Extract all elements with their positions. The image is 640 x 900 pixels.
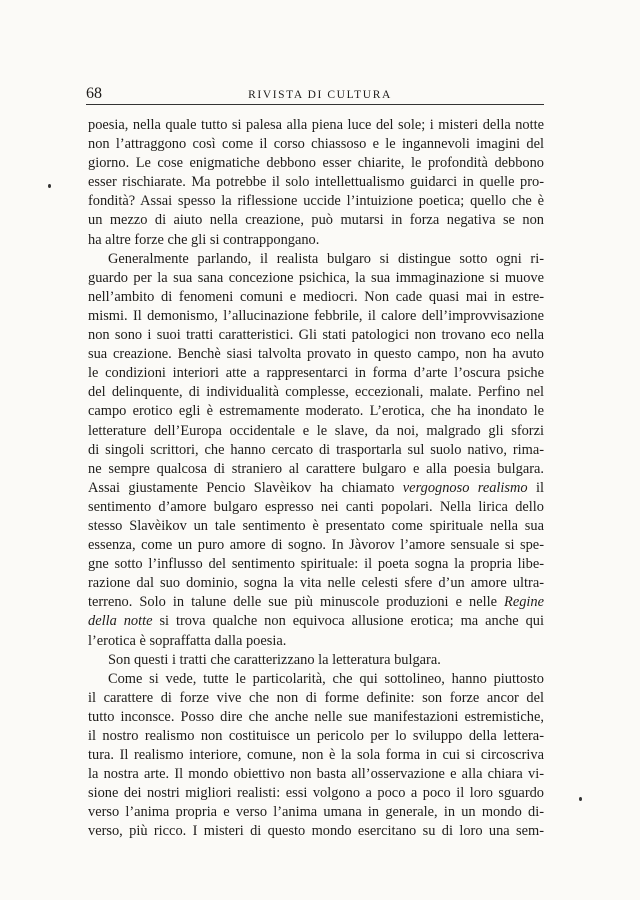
text-line: il nostro realismo non costituisce un pericolo per lo sviluppo della lettera- (88, 728, 544, 744)
text-line: guardo per la sua sana concezione psichica, la sua immaginazione si muove (88, 269, 544, 286)
text-line: gne sotto l’influsso del sentimento spirituale: il poeta sogna la propria libe- (88, 556, 544, 573)
text-line: verso, più ricco. I misteri di questo mondo esercitano su di loro una sem- (88, 823, 544, 840)
text-line: tutto inconsce. Posso dire che anche nelle sue manifestazioni estremistiche, (88, 708, 544, 725)
text-line: ne sempre qualcosa di straniero al carattere bulgaro e alla poesia bulgara. (88, 460, 544, 477)
text-line: poesia, nella quale tutto si palesa alla piena luce del sole; i misteri della notte (88, 117, 544, 133)
text-line: essenza, come un puro amore di sogno. In Jàvorov l’amore sensuale si spe- (88, 537, 544, 554)
text-line: non sono i suoi tratti caratteristici. Gli stati patologici non trovano eco nella (88, 327, 544, 344)
text-line: fondità? Assai spesso la riflessione uccide l’intuizione poetica; quello che è (88, 193, 544, 210)
text-line: di singoli scrittori, che hanno cercato di trasportarla sul suolo nativo, rima- (88, 441, 544, 458)
text-line: razione dal suo dominio, sogna la vita nelle celesti sfere d’un amore ultra- (88, 575, 544, 592)
text-line: sentimento d’amore bulgaro espresso nei canti popolari. Nella lirica dello (88, 498, 544, 515)
text-line: Son questi i tratti che caratterizzano la letteratura bulgara. (108, 651, 441, 668)
text-line: ha altre forze che gli si contrappongano. (88, 231, 320, 248)
text-line: esser rischiarate. Ma potrebbe il solo intellettualismo guidarci in quelle pro- (88, 174, 544, 191)
text-line: il carattere di forze vive che non di forme definite: son forze ancor del (88, 689, 544, 706)
margin-mark (579, 797, 582, 801)
text-line: mismi. Il demonismo, l’allucinazione febbrile, il calore dell’improvvisazione (88, 307, 544, 324)
text-line: terreno. Solo in talune delle sue più minuscole produzioni e nelle Regine (88, 594, 544, 611)
text-line: le condizioni interiori atte a rappresentarci in forma d’arte l’oscura psiche (88, 365, 544, 382)
text-line: nell’ambito di fenomeni comuni e mediocri. Non cade quasi mai in estre- (88, 288, 544, 305)
text-line: stesso Slavèikov un tale sentimento è presentato come spirituale nella sua (88, 517, 544, 534)
text-line: Assai giustamente Pencio Slavèikov ha chiamato vergognoso realismo il (88, 479, 544, 496)
text-line: Come si vede, tutte le particolarità, che qui sottolineo, hanno piuttosto (108, 670, 544, 687)
text-line: del delinquente, di individualità complesse, eccezionali, malate. Perfino nel (88, 384, 544, 401)
margin-mark (48, 184, 51, 188)
text-line: verso l’anima propria e verso l’anima umana in generale, in un mondo di- (88, 804, 544, 821)
text-line: l’erotica è sopraffatta dalla poesia. (88, 632, 287, 649)
header-rule (86, 104, 544, 105)
text-line: sua creazione. Benchè siasi talvolta provato in questo campo, non ha avuto (88, 346, 544, 363)
text-line: Generalmente parlando, il realista bulgaro si distingue sotto ogni ri- (108, 250, 544, 267)
running-title: RIVISTA DI CULTURA (248, 89, 392, 101)
text-line: sione dei nostri migliori realisti: essi volgono a poco a poco il loro sguardo (88, 785, 544, 802)
text-line: tura. Il realismo interiore, comune, non è la sola forma in cui si circoscriva (88, 747, 544, 764)
text-line: giorno. Le cose enigmatiche debbono esser chiarite, le profondità debbono (88, 155, 544, 172)
page-number: 68 (86, 85, 102, 102)
text-line: campo erotico egli è estremamente moderato. L’erotica, che ha inondato le (88, 403, 544, 420)
text-line: non l’attraggono così come il corso chiassoso e le ingannevoli imagini del (88, 136, 544, 153)
text-line: la nostra arte. Il mondo obiettivo non basta all’osservazione e alla chiara vi- (88, 766, 544, 783)
text-line: della notte si trova qualche non equivoca allusione erotica; ma anche qui (88, 613, 544, 630)
text-line: letterature dell’Europa occidentale e le slave, da noi, malgrado gli sforzi (88, 422, 544, 439)
body-text (88, 116, 544, 842)
text-line: un mezzo di aiuto nella creazione, può mutarsi in forza negativa se non (88, 212, 544, 229)
